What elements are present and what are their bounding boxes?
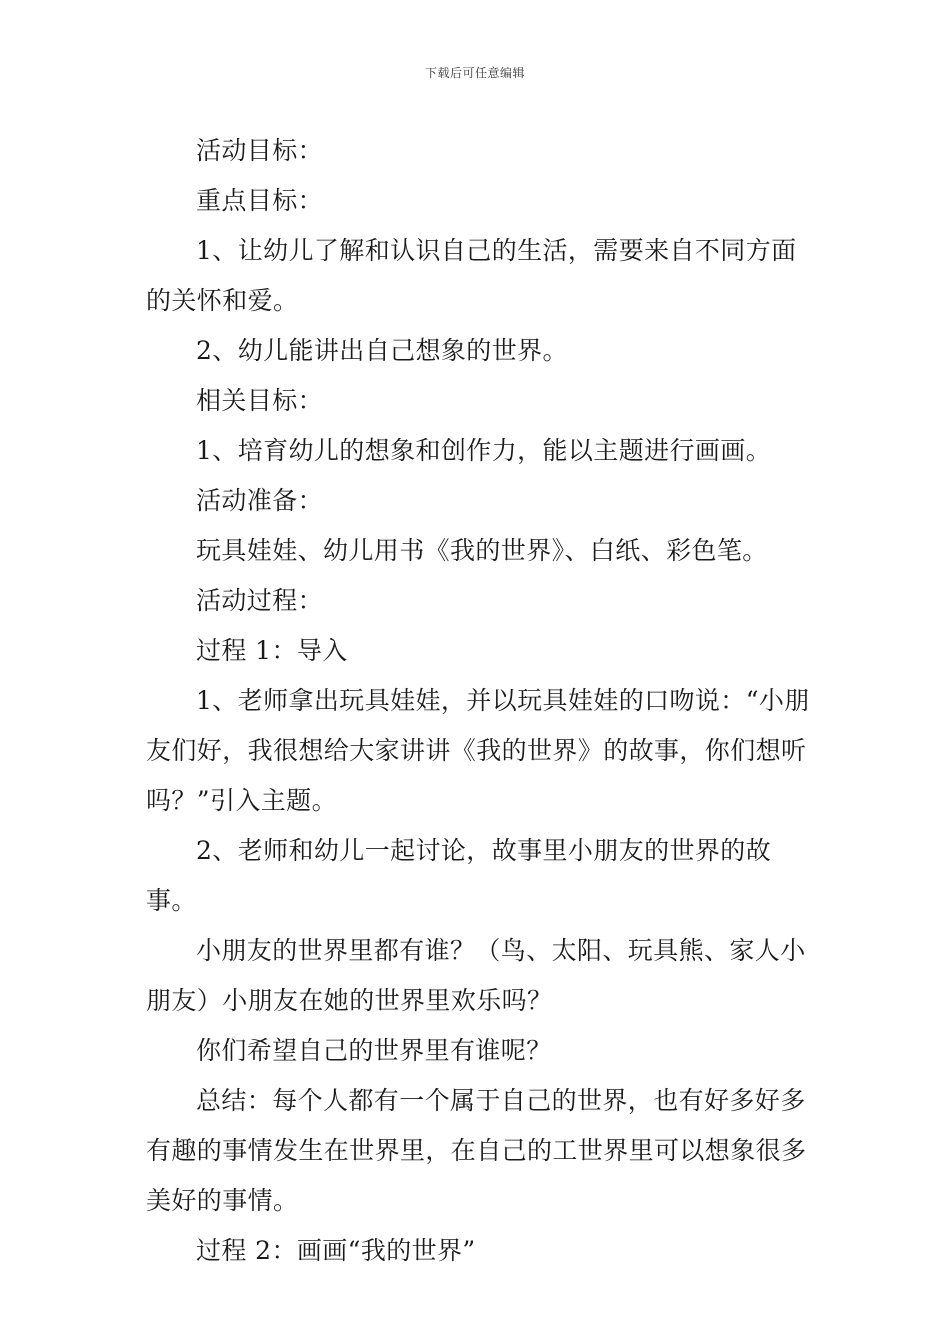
paragraph-summary: 总结：每个人都有一个属于自己的世界，也有好多好多有趣的事情发生在世界里，在自己的工世界里可以想象很多美好的事情。 [146, 1086, 807, 1215]
document-body [146, 126, 810, 1276]
paragraph-process-1: 过程 1：导入 [196, 636, 348, 665]
paragraph-process-1-step-1: 1、老师拿出玩具娃娃，并以玩具娃娃的口吻说：“小朋友们好，我很想给大家讲讲《我的世界》的故事，你们想听吗？”引入主题。 [146, 686, 810, 815]
paragraph-related-goal-1: 1、培育幼儿的想象和创作力，能以主题进行画画。 [196, 436, 772, 465]
paragraph-question-who: 小朋友的世界里都有谁？（鸟、太阳、玩具熊、家人小朋友）小朋友在她的世界里欢乐吗？ [146, 936, 806, 1015]
paragraph-activity-goals: 活动目标： [196, 136, 324, 165]
paragraph-key-goals: 重点目标： [196, 186, 324, 215]
paragraph-process-1-step-2: 2、老师和幼儿一起讨论，故事里小朋友的世界的故事。 [146, 836, 772, 915]
paragraph-activity-process: 活动过程： [196, 586, 324, 615]
paragraph-activity-prep: 活动准备： [196, 486, 324, 515]
paragraph-process-2: 过程 2：画画“我的世界” [196, 1236, 476, 1265]
paragraph-materials: 玩具娃娃、幼儿用书《我的世界》、白纸、彩色笔。 [196, 536, 768, 565]
paragraph-key-goal-2: 2、幼儿能讲出自己想象的世界。 [196, 336, 568, 365]
paragraph-question-hope: 你们希望自己的世界里有谁呢？ [196, 1036, 552, 1065]
header-note: 下载后可任意编辑 [424, 66, 525, 80]
paragraph-related-goals: 相关目标： [196, 386, 324, 415]
paragraph-key-goal-1: 1、让幼儿了解和认识自己的生活，需要来自不同方面的关怀和爱。 [146, 236, 797, 315]
